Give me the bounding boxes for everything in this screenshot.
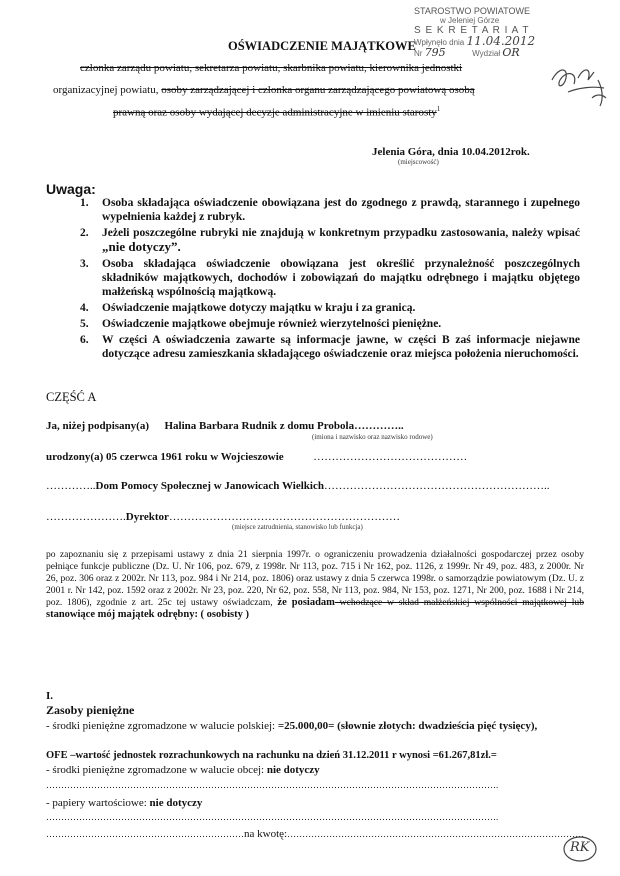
born-line: [46, 451, 467, 463]
stamp-office: STAROSTWO POWIATOWE: [414, 6, 530, 16]
dotted-line: …………………………………………………………………………………………………………………………………….: [46, 812, 499, 822]
initials-text: RK: [570, 840, 590, 855]
born-dots: ……………………………………: [313, 451, 468, 463]
header-line-2-kept: organizacyjnej powiatu,: [53, 84, 162, 96]
born-label: urodzony(a): [46, 451, 104, 463]
uwaga-item: 4. Oświadczenie majątkowe dotyczy majątku w kraju i za granicą.: [80, 302, 416, 314]
foreign-value: nie dotyczy: [266, 764, 320, 776]
pln-value: =25.000,00= (słownie złotych: dwadzieścia pięć tysięcy),: [277, 720, 538, 732]
born-value: 05 czerwca 1961 roku w Wojcieszowie: [106, 451, 284, 463]
uwaga-heading: Uwaga:: [46, 181, 96, 197]
place-date: Jelenia Góra, dnia 10.04.2012rok.: [372, 146, 530, 158]
place-date-label: (miejscowość): [398, 158, 439, 166]
uwaga-item: 1. Osoba składająca oświadczenie obowiązana jest do zgodnego z prawdą, starannego i zupełnego wypełnienia każdej z rubryk.: [80, 197, 580, 223]
signed-value: Halina Barbara Rudnik z domu Probola: [164, 420, 355, 432]
workplace-dots-b: ……………………………………………………..: [323, 480, 550, 492]
stamp-nr-label: Nr: [414, 49, 423, 58]
position-value: Dyrektor: [125, 511, 169, 523]
signed-line: [46, 420, 404, 432]
handwritten-initials: [562, 834, 598, 864]
position-dots-b: ………………………………………………………: [168, 511, 400, 523]
registry-stamp: [414, 6, 584, 59]
amount-line: [46, 828, 584, 840]
handwritten-signature: [548, 58, 610, 110]
uwaga-list: [80, 196, 580, 363]
header-line-3-text: prawną oraz osoby wydającej decyzje administracyjne w imieniu starosty: [113, 106, 437, 119]
uwaga-item: 5. Oświadczenie majątkowe obejmuje również wierzytelności pieniężne.: [80, 318, 442, 330]
dotted-line: …………………………………………………………………………………………………………………………………….: [46, 780, 499, 790]
uwaga-item: 2. Jeżeli poszczególne rubryki nie znajdują w konkretnym przypadku zastosowania, należy wpisać „nie dotyczy”.: [80, 227, 580, 254]
signed-sublabel: (imiona i nazwisko oraz nazwisko rodowe): [312, 433, 433, 441]
position-line: [46, 511, 400, 523]
signed-label: Ja, niżej podpisany(a): [46, 420, 149, 432]
header-line-2-struck: osoby zarządzającej i członka organu zarządzającego powiatową osobą: [161, 84, 475, 96]
pln-label: - środki pieniężne zgromadzone w walucie polskiej:: [46, 720, 278, 732]
nie-dotyczy-emphasis: „nie dotyczy”.: [102, 239, 181, 254]
workplace-value: Dom Pomocy Społecznej w Janowicach Wielkich: [95, 480, 324, 492]
amount-dots-b: ………………………………………………………………………………………: [287, 829, 585, 839]
position-sublabel: (miejsce zatrudnienia, stanowisko lub funkcja): [232, 523, 363, 531]
law-paragraph: [46, 549, 584, 622]
header-line-1: [80, 62, 462, 74]
header-line-2: [53, 84, 475, 96]
document-title: OŚWIADCZENIE MAJĄTKOWE: [228, 39, 416, 53]
signed-dots: …………..: [354, 420, 404, 432]
struck-joint-property: wchodzące w skład małżeńskiej wspólności majątkowej lub: [334, 597, 584, 609]
footnote-marker: 1: [436, 105, 441, 113]
securities-label: - papiery wartościowe:: [46, 797, 150, 809]
header-line-1-text: członka zarządu powiatu, sekretarza powiatu, skarbnika powiatu, kierownika jednostki: [80, 62, 463, 74]
workplace-dots-a: …………..: [46, 480, 96, 492]
stamp-city: w Jeleniej Górze: [440, 16, 500, 25]
uwaga-item: 3. Osoba składająca oświadczenie obowiązana jest określić przynależność poszczególnych składników majątkowych, dochodów i zobowiązań do majątku odrębnego i majątku objętego małżeńską wspólnością majątkową.: [80, 258, 580, 298]
posiadam-text: że posiadam: [277, 597, 335, 609]
stamp-received-value: 11.04.2012: [466, 34, 536, 48]
section-heading: Zasoby pieniężne: [46, 703, 135, 717]
securities-value: nie dotyczy: [149, 797, 203, 809]
pln-funds: [46, 719, 586, 733]
stamp-dept: S E K R E T A R I A T: [414, 25, 530, 36]
own-property-text: stanowiące mój majątek odrębny: ( osobisty ): [46, 609, 249, 621]
czesc-a-heading: CZĘŚĆ A: [46, 390, 97, 404]
law-text: po zapoznaniu się z przepisami ustawy z dnia 21 sierpnia 1997r. o ograniczeniu prowadzenia działalności gospodarczej przez osoby pełniące funkcje publiczne (Dz. U. Nr 106, poz. 679, z 1998r. Nr 113, poz. 715 i Nr 162, poz. 1126, z 1999r. Nr 49, poz. 483, z 2000r. Nr 26, poz. 306 oraz z 2002r. Nr 113, poz. 984 i Nr 214, poz. 1806) oraz ustawy z dnia 5 czerwca 1998r. o samorządzie powiatowym (Dz. U. z 2001 r. Nr 142, poz. 1592 oraz z 2002r. Nr 23, poz. 220, Nr 62, poz. 558, Nr 113, poz. 984, Nr 153, poz. 1271, Nr 200, poz. 1688 i Nr 214, poz. 1806), zgodnie z art. 25c tej ustawy oświadczam,: [46, 549, 584, 609]
workplace-line: [46, 480, 549, 492]
stamp-nr-value: 795: [424, 46, 446, 59]
position-dots-a: ………………….: [46, 511, 126, 523]
stamp-wydzial-label: Wydział: [472, 49, 501, 58]
ofe-line: OFE –wartość jednostek rozrachunkowych na rachunku na dzień 31.12.2011 r wynosi =61.267,81zł.=: [46, 750, 497, 761]
header-line-3: [113, 105, 440, 119]
stamp-received-label: Wpłynęło dnia: [414, 38, 465, 47]
foreign-funds: [46, 764, 320, 776]
amount-label: na kwotę:: [244, 828, 288, 840]
section-roman: I.: [46, 690, 54, 702]
foreign-label: - środki pieniężne zgromadzone w walucie obcej:: [46, 764, 267, 776]
securities-line: [46, 797, 202, 809]
stamp-wydzial-value: OR: [502, 46, 520, 59]
amount-dots-a: …………………………………………………………: [46, 829, 244, 839]
uwaga-item: 6. W części A oświadczenia zawarte są informacje jawne, w części B zaś informacje niejawne dotyczące adresu zamieszkania składającego oświadczenie oraz miejsca położenia nieruchomości.: [80, 334, 580, 360]
